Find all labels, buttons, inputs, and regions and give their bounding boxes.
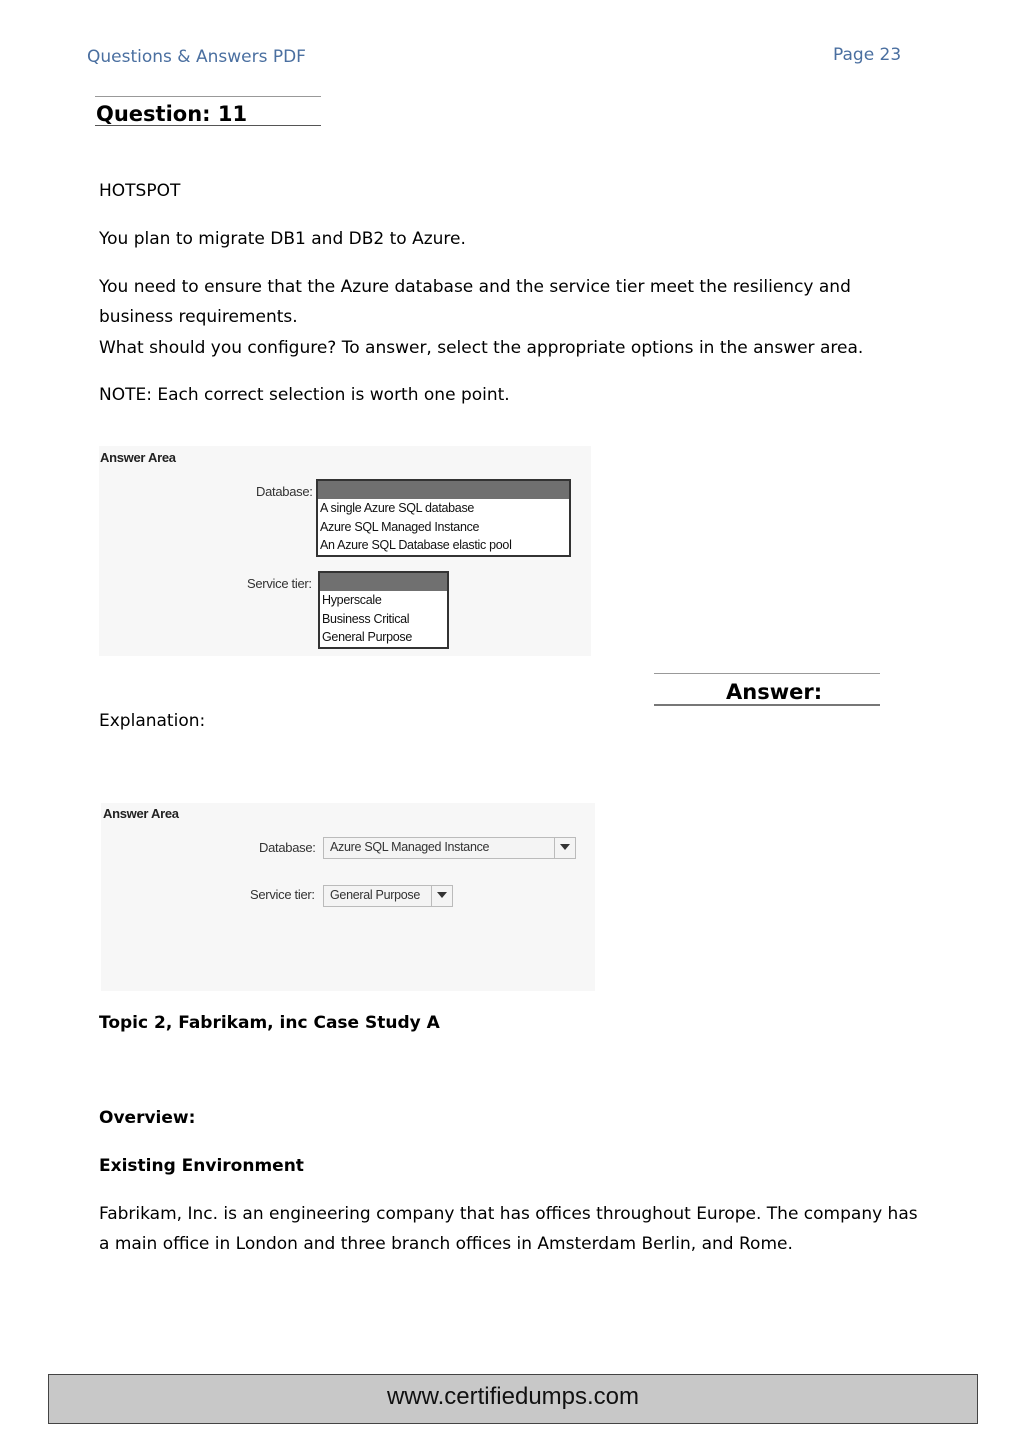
footer-banner (48, 1374, 978, 1424)
question-type: HOTSPOT (99, 181, 181, 201)
topic-paragraph: Fabrikam, Inc. is an engineering company that has offices throughout Europe. The company has a main office in London and three branch offices in Amsterdam Berlin, and Rome. (99, 1204, 918, 1254)
service-tier-dropdown-value: General Purpose (330, 888, 421, 902)
existing-environment-heading: Existing Environment (99, 1156, 304, 1176)
page-number: Page 23 (833, 45, 902, 65)
database-option[interactable]: Azure SQL Managed Instance (320, 519, 480, 534)
topic-title: Topic 2, Fabrikam, inc Case Study A (99, 1013, 440, 1033)
database-option[interactable]: An Azure SQL Database elastic pool (320, 538, 512, 552)
service-tier-listbox[interactable] (318, 571, 449, 649)
service-tier-option[interactable]: Business Critical (322, 611, 410, 626)
question-title: Question: 11 (96, 102, 248, 126)
solution-service-tier-label: Service tier: (250, 887, 315, 902)
service-tier-listbox-header (320, 573, 447, 591)
solution-area-title: Answer Area (103, 806, 179, 821)
explanation-label: Explanation: (99, 711, 206, 731)
service-tier-option[interactable]: General Purpose (322, 630, 413, 644)
header-left-title: Questions & Answers PDF (87, 47, 306, 67)
database-option[interactable]: A single Azure SQL database (320, 501, 475, 515)
answer-label: Answer: (726, 680, 823, 704)
question-paragraph-1: You plan to migrate DB1 and DB2 to Azure. (99, 229, 466, 249)
solution-answer-area (101, 803, 595, 991)
database-listbox-header (318, 481, 569, 499)
question-paragraph-3: What should you configure? To answer, select the appropriate options in the answer area. (99, 338, 864, 358)
question-title-box (95, 96, 321, 126)
database-dropdown-value: Azure SQL Managed Instance (330, 840, 490, 854)
service-tier-label: Service tier: (247, 576, 312, 591)
solution-database-label: Database: (259, 840, 316, 855)
chevron-down-icon[interactable] (554, 838, 575, 858)
overview-heading: Overview: (99, 1108, 196, 1128)
service-tier-option[interactable]: Hyperscale (322, 593, 382, 607)
question-answer-area (99, 446, 591, 656)
database-dropdown[interactable] (323, 837, 576, 859)
chevron-down-icon[interactable] (431, 886, 452, 906)
answer-label-box (654, 673, 880, 706)
question-paragraph-2: You need to ensure that the Azure database and the service tier meet the resiliency and business requirements. (99, 277, 851, 327)
service-tier-dropdown[interactable] (323, 885, 453, 907)
question-note: NOTE: Each correct selection is worth one point. (99, 385, 510, 405)
answer-area-title: Answer Area (100, 450, 176, 465)
database-label: Database: (256, 484, 313, 499)
database-listbox[interactable] (316, 479, 571, 557)
footer-url: www.certifiedumps.com (386, 1383, 640, 1410)
